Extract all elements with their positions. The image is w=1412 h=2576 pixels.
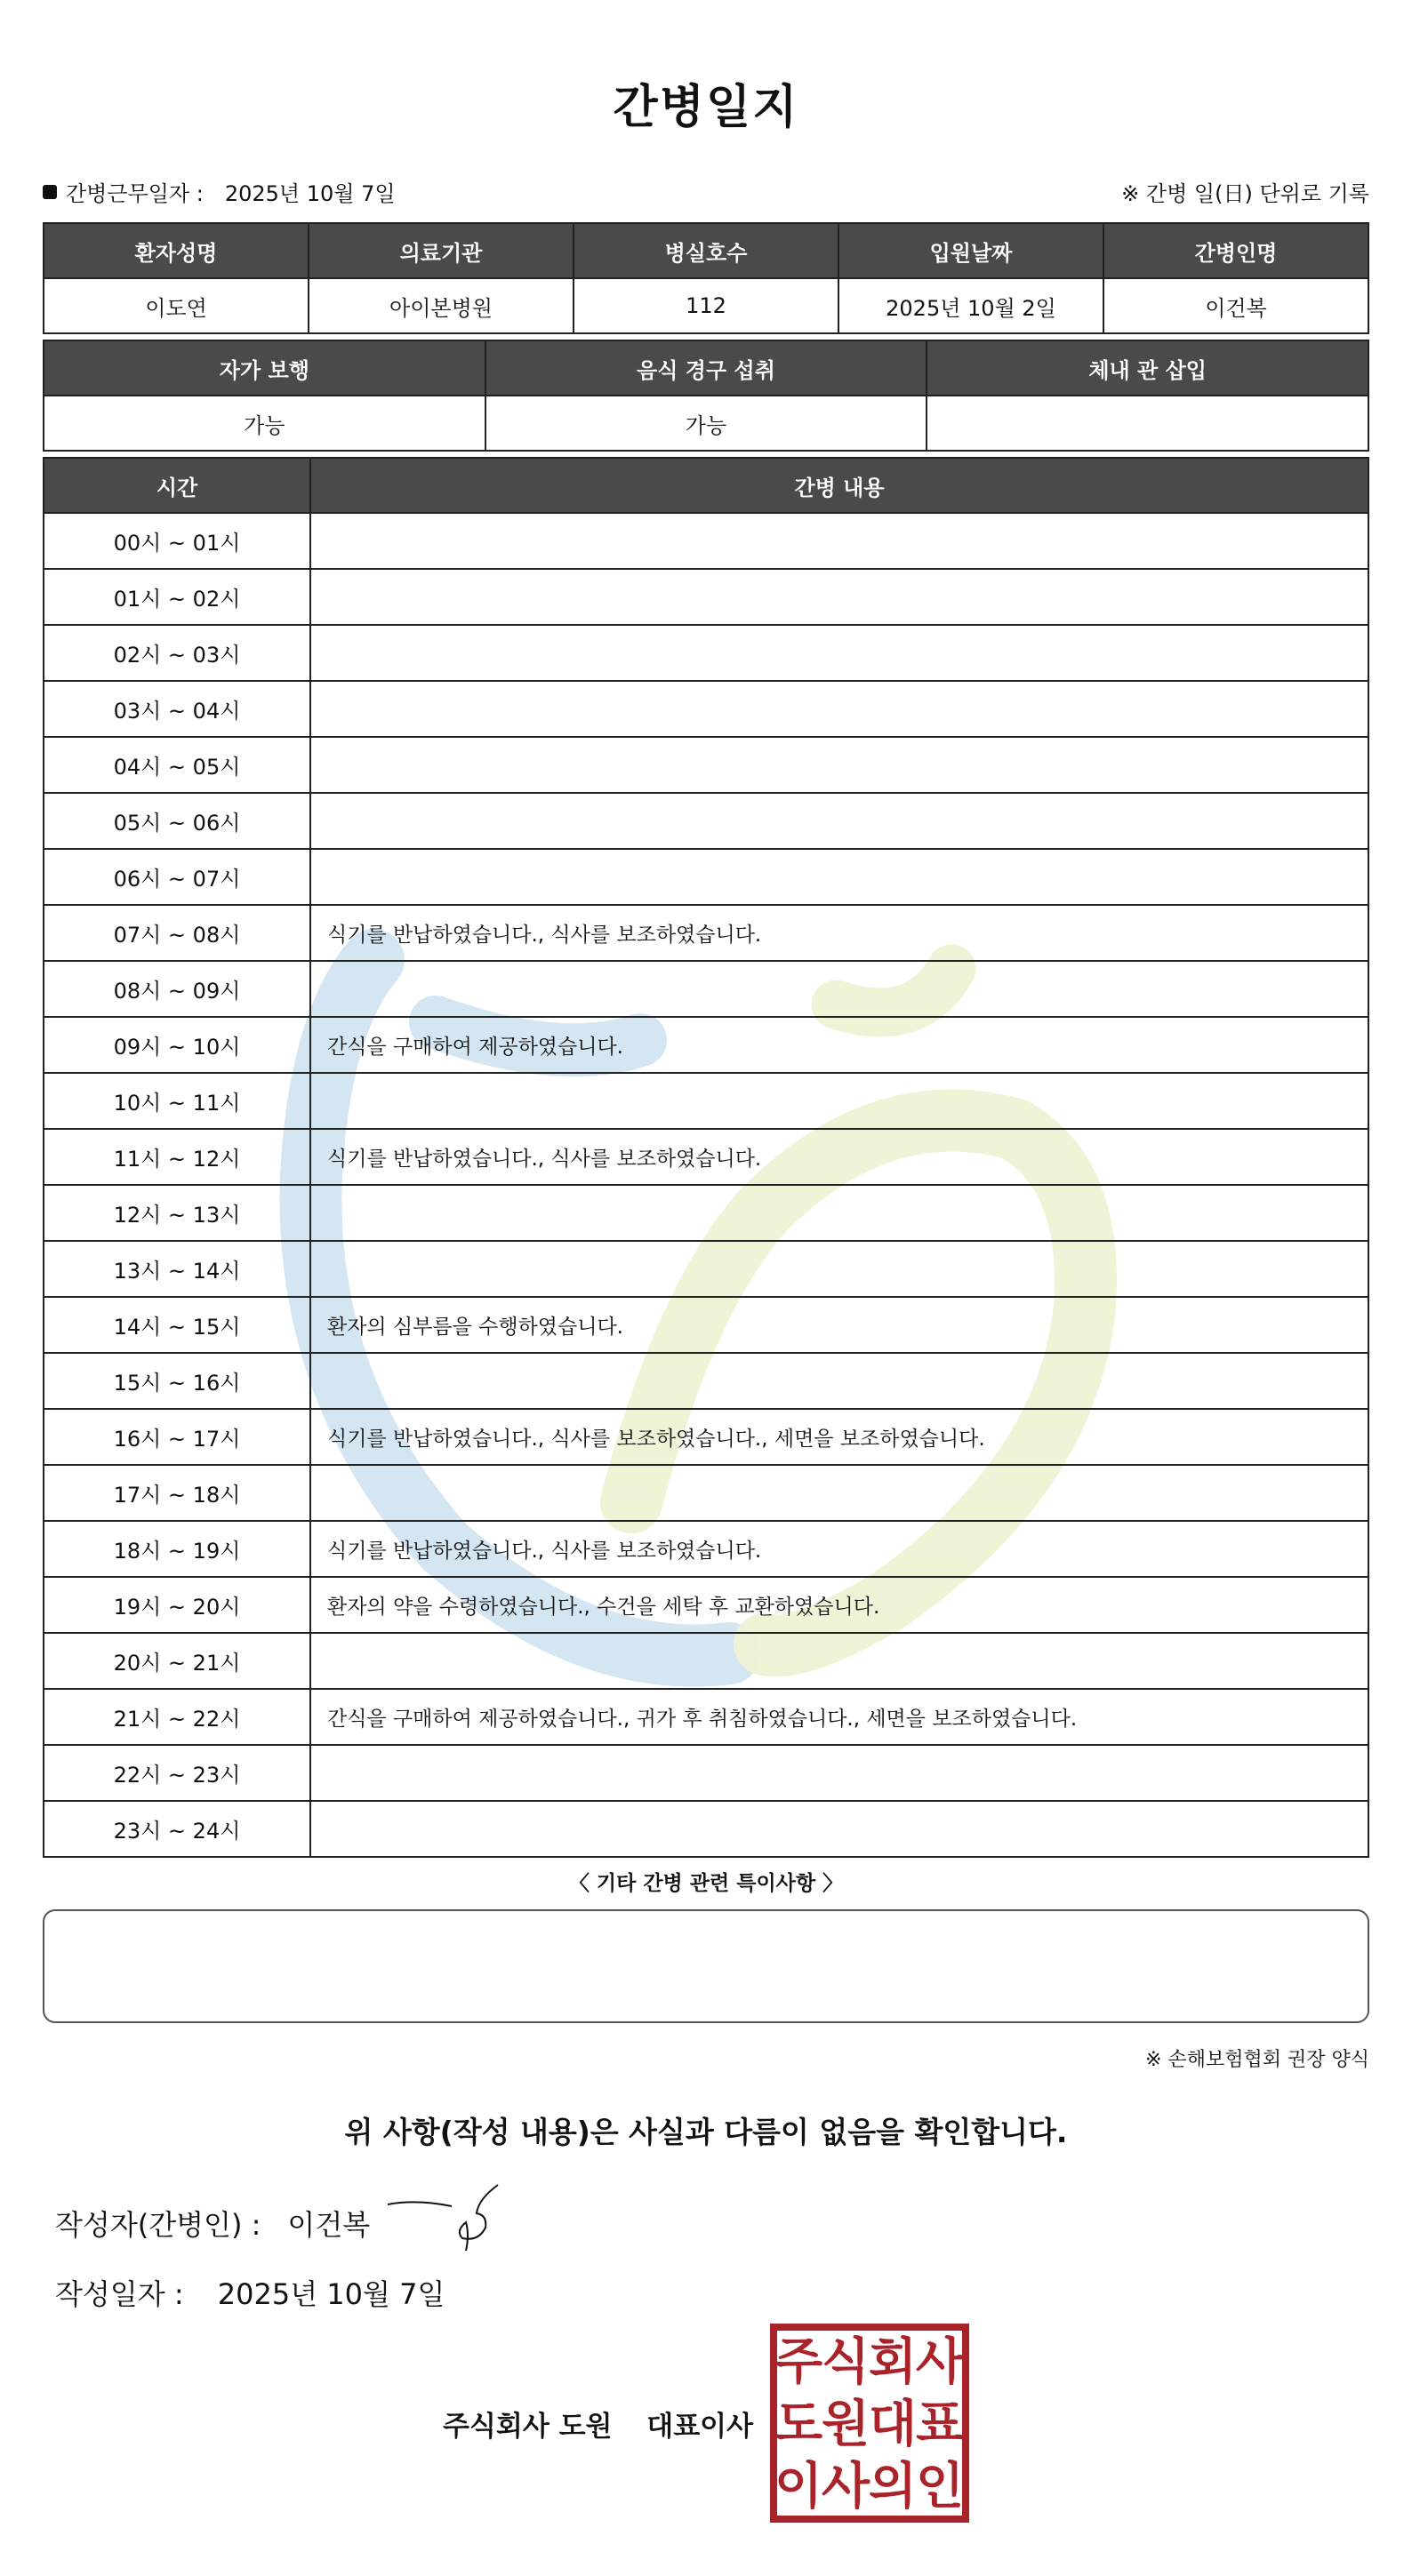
care-content: 간식을 구매하여 제공하였습니다. [310, 1017, 1368, 1073]
header-room: 병실호수 [574, 223, 838, 278]
table-row [44, 1017, 1368, 1073]
patient-name: 이도연 [44, 278, 309, 333]
header-admission-date: 입원날짜 [838, 223, 1103, 278]
time-slot: 18시 ~ 19시 [44, 1521, 310, 1577]
time-slot: 09시 ~ 10시 [44, 1017, 310, 1073]
header-care-content: 간병 내용 [310, 458, 1368, 513]
table-row [44, 1241, 1368, 1297]
work-date-group [43, 176, 396, 207]
care-log-body [44, 513, 1368, 1857]
walking-status: 가능 [44, 396, 485, 451]
care-content [310, 793, 1368, 849]
care-content [310, 849, 1368, 905]
write-date-value: 2025년 10월 7일 [217, 2277, 445, 2311]
table-row [44, 1297, 1368, 1353]
care-content [310, 1465, 1368, 1521]
care-content [310, 1801, 1368, 1857]
time-slot: 14시 ~ 15시 [44, 1297, 310, 1353]
care-content [310, 1633, 1368, 1689]
confirmation-statement: 위 사항(작성 내용)은 사실과 다름이 없음을 확인합니다. [344, 2115, 1068, 2149]
seal-char: 주 [774, 2333, 823, 2391]
page-title: 간병일지 [613, 81, 799, 134]
special-notes-title: 〈 기타 간병 관련 특이사항 〉 [568, 1872, 844, 1895]
time-slot: 11시 ~ 12시 [44, 1129, 310, 1185]
table-row [44, 1353, 1368, 1409]
table-row [44, 905, 1368, 961]
seal-char: 원 [821, 2396, 870, 2453]
table-row [44, 1633, 1368, 1689]
time-slot: 20시 ~ 21시 [44, 1633, 310, 1689]
bullet-square-icon [43, 185, 57, 199]
table-row [44, 569, 1368, 625]
table-row [44, 625, 1368, 681]
header-tube: 체내 관 삽입 [927, 340, 1368, 396]
care-content [310, 569, 1368, 625]
company-row [443, 2404, 753, 2444]
care-content: 식기를 반납하였습니다., 식사를 보조하였습니다. [310, 905, 1368, 961]
care-content [310, 1185, 1368, 1241]
time-slot: 03시 ~ 04시 [44, 681, 310, 737]
time-slot: 23시 ~ 24시 [44, 1801, 310, 1857]
meta-row [43, 176, 1369, 212]
table-row [44, 793, 1368, 849]
time-slot: 12시 ~ 13시 [44, 1185, 310, 1241]
caregiver-name: 이건복 [1103, 278, 1368, 333]
time-slot: 02시 ~ 03시 [44, 625, 310, 681]
write-date-row [55, 2272, 445, 2313]
ceo-title: 대표이사 [646, 2411, 754, 2443]
table-row [44, 681, 1368, 737]
table-row [44, 1689, 1368, 1745]
admission-date: 2025년 10월 2일 [838, 278, 1103, 333]
time-slot: 06시 ~ 07시 [44, 849, 310, 905]
table-row [44, 1073, 1368, 1129]
care-content [310, 1353, 1368, 1409]
time-slot: 00시 ~ 01시 [44, 513, 310, 569]
care-content: 식기를 반납하였습니다., 식사를 보조하였습니다. [310, 1129, 1368, 1185]
writer-row [55, 2203, 370, 2244]
work-date-label: 간병근무일자 : [66, 181, 204, 206]
time-slot: 16시 ~ 17시 [44, 1409, 310, 1465]
write-date-label: 작성일자 : [55, 2277, 184, 2311]
time-slot: 21시 ~ 22시 [44, 1689, 310, 1745]
time-slot: 04시 ~ 05시 [44, 737, 310, 793]
care-content [310, 681, 1368, 737]
hospital-name: 아이본병원 [309, 278, 574, 333]
table-row [44, 1129, 1368, 1185]
unit-note: ※ 간병 일(日) 단위로 기록 [1121, 181, 1369, 206]
care-content [310, 961, 1368, 1017]
table-row [44, 1801, 1368, 1857]
care-content: 식기를 반납하였습니다., 식사를 보조하였습니다. [310, 1521, 1368, 1577]
care-content [310, 513, 1368, 569]
time-slot: 05시 ~ 06시 [44, 793, 310, 849]
seal-char: 사 [821, 2458, 870, 2516]
work-date-value: 2025년 10월 7일 [224, 181, 396, 206]
care-content: 식기를 반납하였습니다., 식사를 보조하였습니다., 세면을 보조하였습니다. [310, 1409, 1368, 1465]
table-row [44, 1521, 1368, 1577]
time-slot: 01시 ~ 02시 [44, 569, 310, 625]
header-caregiver: 간병인명 [1103, 223, 1368, 278]
time-slot: 10시 ~ 11시 [44, 1073, 310, 1129]
time-slot: 19시 ~ 20시 [44, 1577, 310, 1633]
time-slot: 22시 ~ 23시 [44, 1745, 310, 1801]
seal-char: 대 [868, 2396, 918, 2453]
seal-char: 사 [915, 2333, 965, 2391]
care-content: 환자의 심부름을 수행하였습니다. [310, 1297, 1368, 1353]
care-content [310, 1073, 1368, 1129]
header-patient-name: 환자성명 [44, 223, 309, 278]
care-content [310, 737, 1368, 793]
seal-char: 도 [774, 2396, 823, 2453]
company-seal-stamp [770, 2324, 969, 2523]
care-content: 간식을 구매하여 제공하였습니다., 귀가 후 취침하였습니다., 세면을 보조하였습니다. [310, 1689, 1368, 1745]
special-notes-box [43, 1909, 1369, 2023]
table-row [44, 961, 1368, 1017]
writer-label: 작성자(간병인) : [55, 2208, 261, 2242]
time-slot: 13시 ~ 14시 [44, 1241, 310, 1297]
care-content [310, 1241, 1368, 1297]
table-row [44, 1577, 1368, 1633]
writer-name: 이건복 [287, 2208, 371, 2242]
table-row [44, 1409, 1368, 1465]
header-time: 시간 [44, 458, 310, 513]
care-content [310, 625, 1368, 681]
time-slot: 15시 ~ 16시 [44, 1353, 310, 1409]
care-content [310, 1745, 1368, 1801]
time-slot: 17시 ~ 18시 [44, 1465, 310, 1521]
time-slot: 07시 ~ 08시 [44, 905, 310, 961]
tube-status [927, 396, 1368, 451]
handwritten-signature [381, 2180, 514, 2260]
patient-status-table [43, 340, 1369, 452]
care-log-table [43, 457, 1369, 1858]
header-hospital: 의료기관 [309, 223, 574, 278]
header-walking: 자가 보행 [44, 340, 485, 396]
seal-char: 인 [915, 2458, 965, 2516]
form-note: ※ 손해보험협회 권장 양식 [1145, 2049, 1369, 2071]
seal-char: 표 [915, 2396, 965, 2453]
table-row [44, 1465, 1368, 1521]
room-number: 112 [574, 278, 838, 333]
table-row [44, 849, 1368, 905]
company-name: 주식회사 도원 [443, 2411, 613, 2443]
oral-intake-status: 가능 [485, 396, 927, 451]
table-row [44, 1185, 1368, 1241]
seal-char: 이 [774, 2458, 823, 2516]
time-slot: 08시 ~ 09시 [44, 961, 310, 1017]
seal-char: 의 [868, 2458, 918, 2516]
patient-info-table [43, 222, 1369, 334]
table-row [44, 1745, 1368, 1801]
seal-char: 식 [821, 2333, 870, 2391]
header-oral-intake: 음식 경구 섭취 [485, 340, 927, 396]
table-row [44, 737, 1368, 793]
care-content: 환자의 약을 수령하였습니다., 수건을 세탁 후 교환하였습니다. [310, 1577, 1368, 1633]
table-row [44, 513, 1368, 569]
seal-char: 회 [868, 2333, 918, 2391]
